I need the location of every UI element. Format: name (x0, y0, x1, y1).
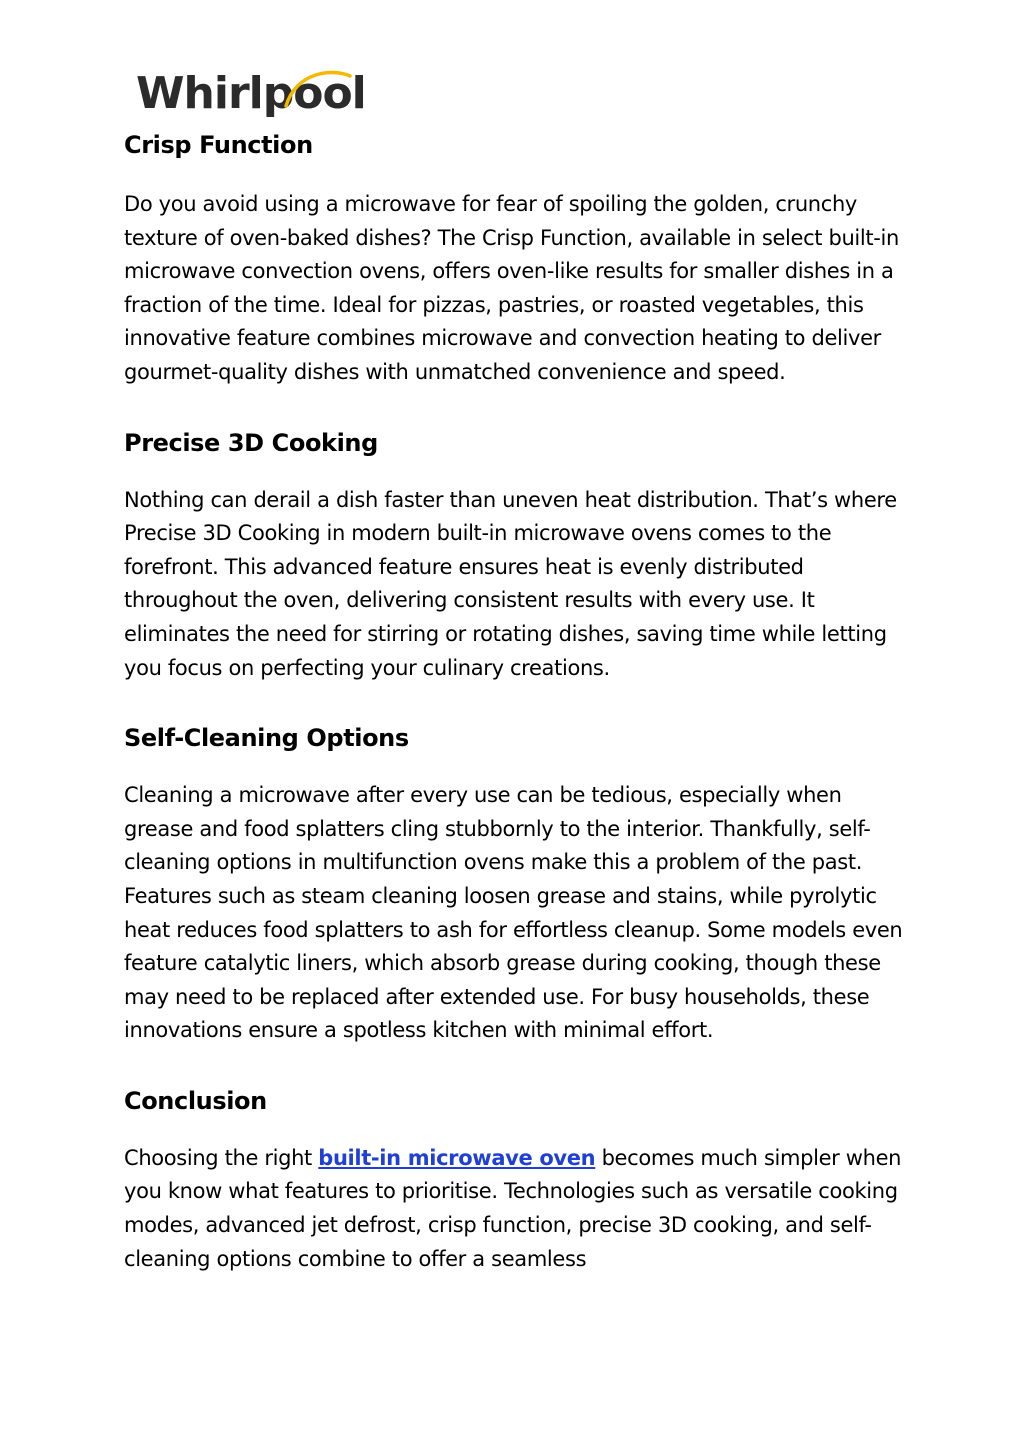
logo-wordmark: Whirlpool (136, 68, 366, 119)
heading-precise-3d-cooking: Precise 3D Cooking (124, 428, 378, 457)
built-in-microwave-oven-link[interactable]: built-in microwave oven (318, 1145, 596, 1170)
paragraph-self-cleaning-options: Cleaning a microwave after every use can be tedious, especially when grease and food splatters cling stubbornly to the interior. Thankfully, self-cleaning options in multifunction ovens make this a problem of the past. Features such as steam cleaning loosen grease and stains, while pyrolytic heat reduces food splatters to ash for effortless cleanup. Some models even feature catalytic liners, which absorb grease during cooking, though these may need to be replaced after extended use. For busy households, these innovations ensure a spotless kitchen with minimal effort. (124, 783, 903, 1043)
heading-self-cleaning-options: Self-Cleaning Options (124, 724, 409, 753)
paragraph-conclusion (124, 1142, 904, 1276)
whirlpool-logo (136, 66, 380, 122)
conclusion-text-before-link: Choosing the right (124, 1145, 319, 1170)
heading-conclusion: Conclusion (124, 1086, 267, 1115)
paragraph-crisp-function: Do you avoid using a microwave for fear of spoiling the golden, crunchy texture of oven-baked dishes? The Crisp Function, available in select built-in microwave convection ovens, offers oven-like results for smaller dishes in a fraction of the time. Ideal for pizzas, pastries, or roasted vegetables, this innovative feature combines microwave and convection heating to deliver gourmet-quality dishes with unmatched convenience and speed. (124, 192, 899, 384)
heading-crisp-function: Crisp Function (124, 131, 313, 159)
article-content (124, 128, 904, 1276)
conclusion-text-after-link: becomes much simpler when you know what features to prioritise. Technologies such as versatile cooking modes, advanced jet defrost, crisp function, precise 3D cooking, and self-cleaning options combine to offer a seamless (124, 1145, 902, 1271)
paragraph-precise-3d-cooking: Nothing can derail a dish faster than uneven heat distribution. That’s where Precise 3D Cooking in modern built-in microwave ovens comes to the forefront. This advanced feature ensures heat is evenly distributed throughout the oven, delivering consistent results with every use. It eliminates the need for stirring or rotating dishes, saving time while letting you focus on perfecting your culinary creations. (124, 487, 897, 680)
